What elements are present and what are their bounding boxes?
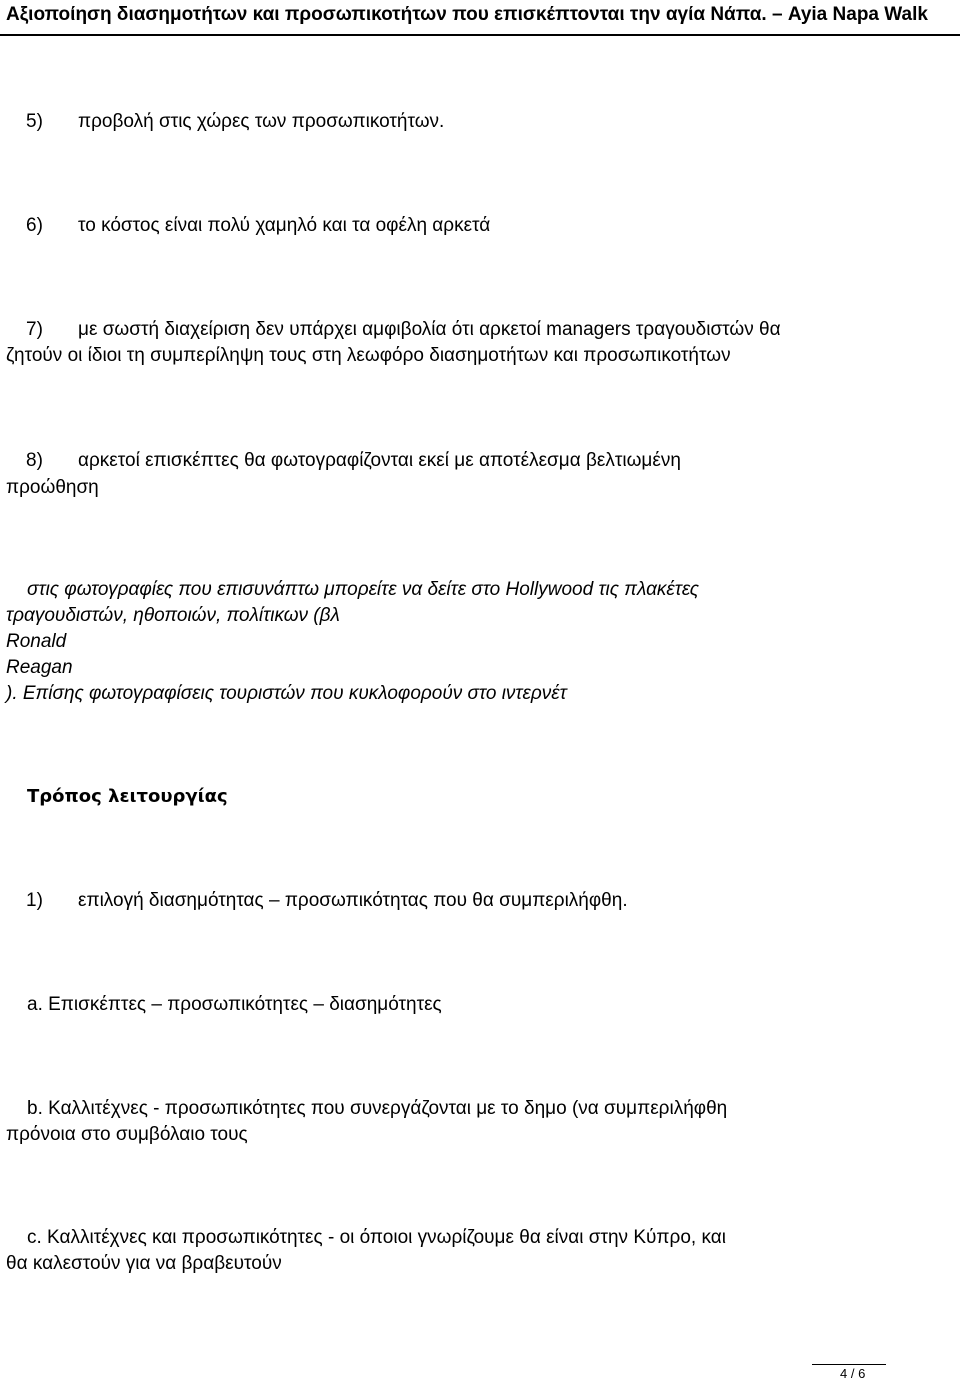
page-number: 4 / 6	[840, 1366, 866, 1381]
list-number: 7)	[26, 319, 43, 340]
list-text: με σωστή διαχείριση δεν υπάρχει αμφιβολία ότι αρκετοί managers τραγουδιστών θα	[78, 319, 781, 340]
section-heading: Τρόπος λειτουργίας	[27, 786, 228, 807]
list-text: αρκετοί επισκέπτες θα φωτογραφίζονται εκεί με αποτέλεσμα βελτιωμένη	[78, 450, 681, 471]
sub-item-b-continuation: πρόνοια στο συμβόλαιο τους	[6, 1124, 248, 1145]
list-text: επιλογή διασημότητας – προσωπικότητας που θα συμπεριλήφθη.	[78, 890, 628, 911]
list-item	[6, 447, 681, 474]
footer-divider	[812, 1364, 886, 1365]
page-title: Αξιοποίηση διασημοτήτων και προσωπικοτήτων που επισκέπτονται την αγία Νάπα. – Ayia Napa Walk	[6, 4, 928, 25]
list-text-continuation: ζητούν οι ίδιοι τη συμπερίληψη τους στη λεωφόρο διασημοτήτων και προσωπικοτήτων	[6, 345, 731, 366]
sub-item-a: a. Επισκέπτες – προσωπικότητες – διασημότητες	[27, 994, 442, 1015]
list-number: 6)	[26, 215, 43, 236]
list-text-continuation: προώθηση	[6, 477, 99, 498]
sub-item-c-continuation: θα καλεστούν για να βραβευτούν	[6, 1253, 282, 1274]
photo-note-line: τραγουδιστών, ηθοποιών, πολίτικων (βλ	[6, 605, 340, 626]
list-item	[6, 887, 628, 914]
photo-note-line: ). Επίσης φωτογραφίσεις τουριστών που κυκλοφορούν στο ιντερνέτ	[6, 683, 567, 704]
list-text: προβολή στις χώρες των προσωπικοτήτων.	[78, 111, 445, 132]
list-item	[6, 212, 490, 239]
photo-note-line: Reagan	[6, 657, 73, 678]
list-item	[6, 316, 781, 343]
list-item	[6, 108, 444, 135]
list-number: 5)	[26, 111, 43, 132]
list-number: 8)	[26, 450, 43, 471]
photo-note-line: Ronald	[6, 631, 67, 652]
header-divider	[0, 34, 960, 36]
sub-item-b: b. Καλλιτέχνες - προσωπικότητες που συνεργάζονται με το δημο (να συμπεριλήφθη	[27, 1098, 728, 1119]
photo-note-line: στις φωτογραφίες που επισυνάπτω μπορείτε να δείτε στο Hollywood τις πλακέτες	[27, 579, 699, 600]
list-text: το κόστος είναι πολύ χαμηλό και τα οφέλη αρκετά	[78, 215, 491, 236]
sub-item-c: c. Καλλιτέχνες και προσωπικότητες - οι όποιοι γνωρίζουμε θα είναι στην Κύπρο, και	[27, 1227, 726, 1248]
list-number: 1)	[26, 890, 43, 911]
